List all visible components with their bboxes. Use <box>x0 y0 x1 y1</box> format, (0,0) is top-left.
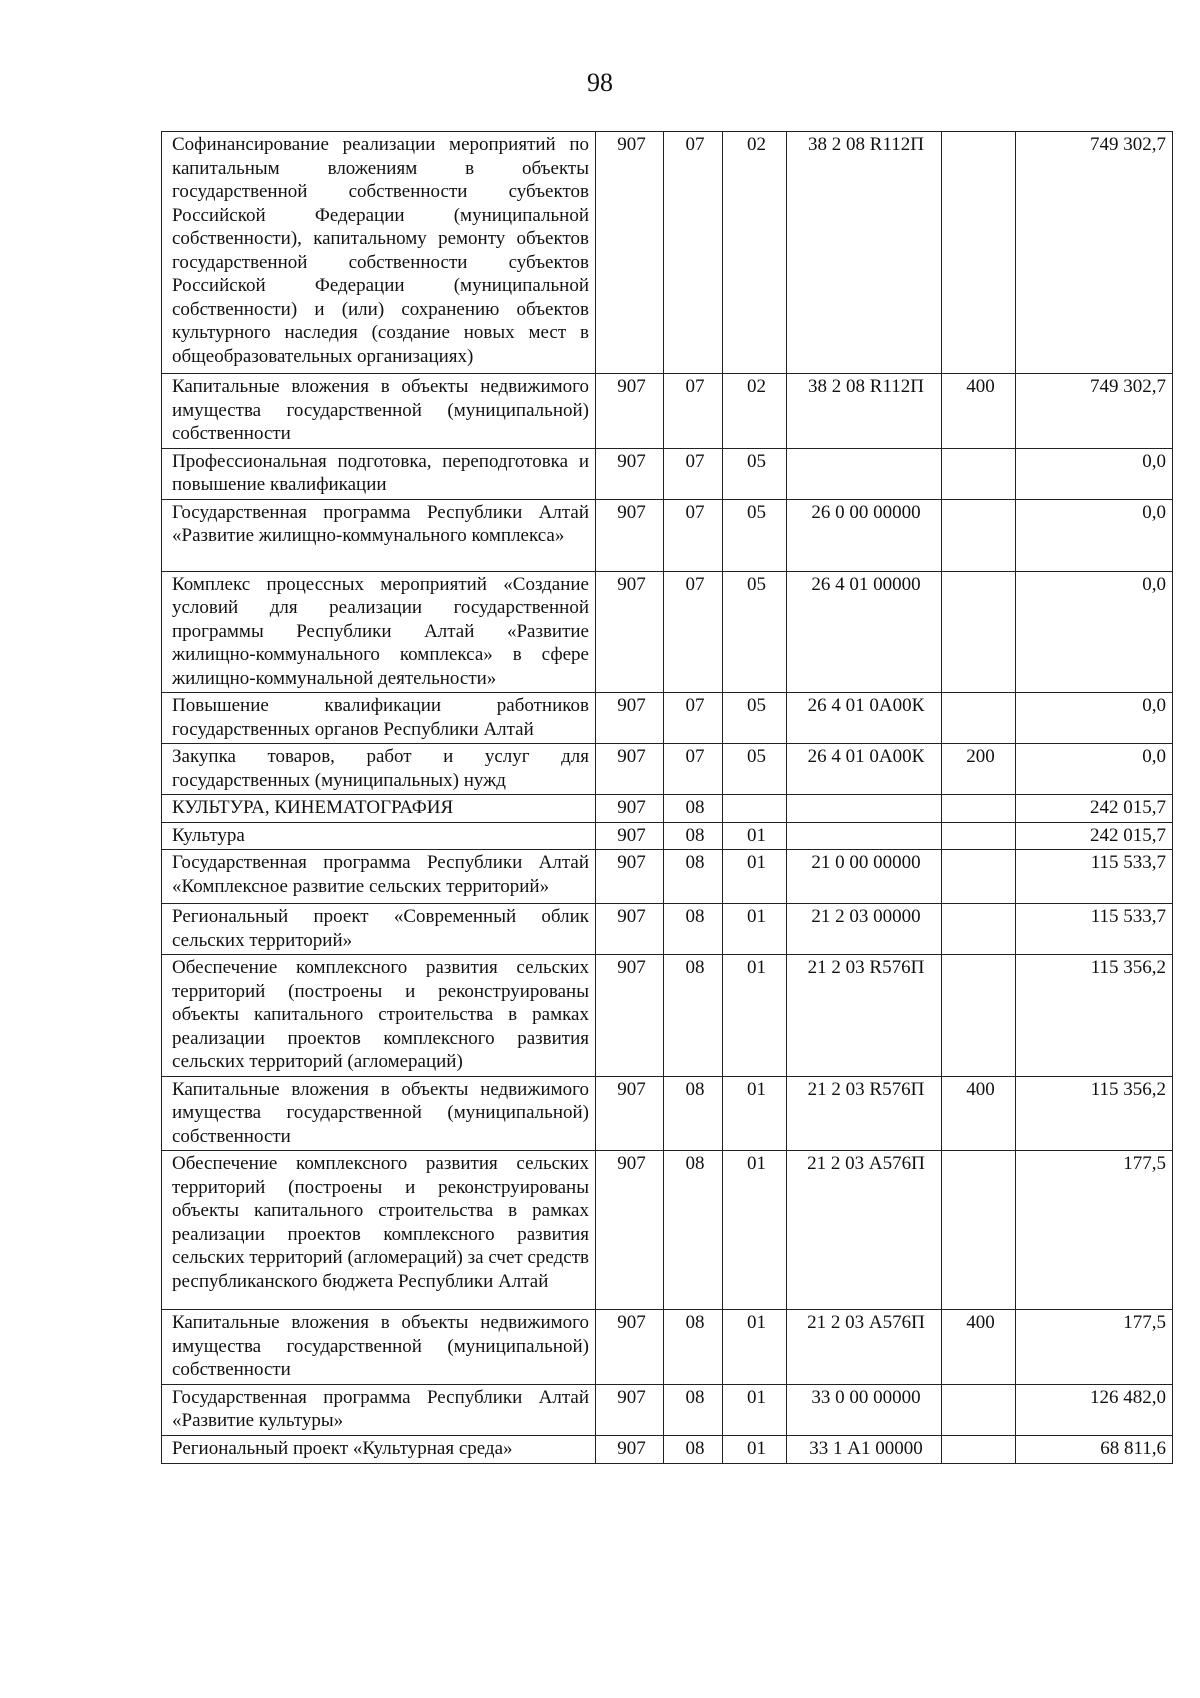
row-name-cell: Комплекс процессных мероприятий «Создание условий для реализации государственной программы Республики Алтай «Развитие жилищно-коммунального комплекса» в сфере жилищно-коммунальной деятельности» <box>162 571 596 693</box>
row-target-article-cell <box>787 795 942 823</box>
row-expense-type-cell: 200 <box>942 744 1016 795</box>
row-subsection-code-cell: 01 <box>723 1310 787 1385</box>
row-expense-type-cell <box>942 1435 1016 1463</box>
page-number: 98 <box>587 68 613 97</box>
row-amount-cell: 0,0 <box>1016 571 1173 693</box>
row-target-article-cell: 33 0 00 00000 <box>787 1384 942 1435</box>
row-expense-type-cell <box>942 571 1016 693</box>
row-expense-type-cell <box>942 904 1016 955</box>
row-section-code-cell: 07 <box>664 499 723 571</box>
row-name-cell: Повышение квалификации работников государственных органов Республики Алтай <box>162 693 596 744</box>
row-section-code-cell: 08 <box>664 1384 723 1435</box>
row-ministry-code-cell: 907 <box>596 374 664 449</box>
row-subsection-code-cell: 01 <box>723 822 787 850</box>
row-name-cell: Обеспечение комплексного развития сельских территорий (построены и реконструированы объекты капитального строительства в рамках реализации проектов комплексного развития сельских территорий (агломераций) <box>162 955 596 1077</box>
row-ministry-code-cell: 907 <box>596 904 664 955</box>
row-expense-type-cell <box>942 822 1016 850</box>
row-ministry-code-cell: 907 <box>596 1151 664 1310</box>
row-amount-cell: 68 811,6 <box>1016 1435 1173 1463</box>
row-ministry-code-cell: 907 <box>596 1435 664 1463</box>
row-name-cell: Государственная программа Республики Алтай «Развитие культуры» <box>162 1384 596 1435</box>
table-row <box>162 448 1173 499</box>
row-section-code-cell: 07 <box>664 571 723 693</box>
row-subsection-code-cell: 05 <box>723 448 787 499</box>
row-subsection-code-cell: 02 <box>723 132 787 374</box>
row-target-article-cell: 21 2 03 R576П <box>787 955 942 1077</box>
row-expense-type-cell <box>942 795 1016 823</box>
row-section-code-cell: 08 <box>664 1151 723 1310</box>
row-name-cell: Обеспечение комплексного развития сельских территорий (построены и реконструированы объекты капитального строительства в рамках реализации проектов комплексного развития сельских территорий (агломераций) за счет средств республиканского бюджета Республики Алтай <box>162 1151 596 1310</box>
row-expense-type-cell <box>942 1384 1016 1435</box>
row-ministry-code-cell: 907 <box>596 1310 664 1385</box>
row-target-article-cell: 38 2 08 R112П <box>787 132 942 374</box>
table-row <box>162 571 1173 693</box>
table-row <box>162 795 1173 823</box>
row-expense-type-cell <box>942 1151 1016 1310</box>
row-subsection-code-cell: 01 <box>723 850 787 904</box>
row-subsection-code-cell: 05 <box>723 744 787 795</box>
row-ministry-code-cell: 907 <box>596 499 664 571</box>
row-section-code-cell: 07 <box>664 744 723 795</box>
row-section-code-cell: 07 <box>664 132 723 374</box>
table-row <box>162 1151 1173 1310</box>
row-ministry-code-cell: 907 <box>596 132 664 374</box>
row-name-cell: Региональный проект «Культурная среда» <box>162 1435 596 1463</box>
row-amount-cell: 177,5 <box>1016 1310 1173 1385</box>
row-subsection-code-cell: 01 <box>723 904 787 955</box>
row-section-code-cell: 08 <box>664 1076 723 1151</box>
row-amount-cell: 126 482,0 <box>1016 1384 1173 1435</box>
row-target-article-cell: 21 2 03 R576П <box>787 1076 942 1151</box>
table-row <box>162 1435 1173 1463</box>
row-ministry-code-cell: 907 <box>596 448 664 499</box>
table-row <box>162 499 1173 571</box>
row-target-article-cell <box>787 822 942 850</box>
row-expense-type-cell: 400 <box>942 1310 1016 1385</box>
row-target-article-cell: 26 0 00 00000 <box>787 499 942 571</box>
row-amount-cell: 115 533,7 <box>1016 850 1173 904</box>
row-section-code-cell: 08 <box>664 1310 723 1385</box>
row-name-cell: Профессиональная подготовка, переподготовка и повышение квалификации <box>162 448 596 499</box>
table-row <box>162 693 1173 744</box>
row-subsection-code-cell: 02 <box>723 374 787 449</box>
table-row <box>162 822 1173 850</box>
row-subsection-code-cell: 05 <box>723 693 787 744</box>
row-target-article-cell: 26 4 01 0А00К <box>787 693 942 744</box>
row-expense-type-cell <box>942 955 1016 1077</box>
row-amount-cell: 242 015,7 <box>1016 822 1173 850</box>
row-name-cell: КУЛЬТУРА, КИНЕМАТОГРАФИЯ <box>162 795 596 823</box>
table-row <box>162 955 1173 1077</box>
row-ministry-code-cell: 907 <box>596 795 664 823</box>
row-expense-type-cell <box>942 132 1016 374</box>
row-name-cell: Капитальные вложения в объекты недвижимого имущества государственной (муниципальной) собственности <box>162 1310 596 1385</box>
row-amount-cell: 115 533,7 <box>1016 904 1173 955</box>
row-subsection-code-cell: 05 <box>723 571 787 693</box>
row-subsection-code-cell <box>723 795 787 823</box>
row-ministry-code-cell: 907 <box>596 955 664 1077</box>
table-row <box>162 744 1173 795</box>
row-target-article-cell: 21 0 00 00000 <box>787 850 942 904</box>
row-name-cell: Региональный проект «Современный облик сельских территорий» <box>162 904 596 955</box>
budget-table-body <box>162 132 1173 1464</box>
table-row <box>162 850 1173 904</box>
row-section-code-cell: 08 <box>664 850 723 904</box>
row-amount-cell: 0,0 <box>1016 499 1173 571</box>
row-name-cell: Софинансирование реализации мероприятий по капитальным вложениям в объекты государственной собственности субъектов Российской Федерации (муниципальной собственности), капитальному ремонту объектов государственной собственности субъектов Российской Федерации (муниципальной собственности) и (или) сохранению объектов культурного наследия (создание новых мест в общеобразовательных организациях) <box>162 132 596 374</box>
row-target-article-cell: 26 4 01 0А00К <box>787 744 942 795</box>
row-ministry-code-cell: 907 <box>596 1384 664 1435</box>
row-subsection-code-cell: 01 <box>723 1076 787 1151</box>
row-name-cell: Культура <box>162 822 596 850</box>
row-amount-cell: 0,0 <box>1016 744 1173 795</box>
row-expense-type-cell <box>942 850 1016 904</box>
table-row <box>162 1384 1173 1435</box>
row-expense-type-cell <box>942 448 1016 499</box>
row-section-code-cell: 08 <box>664 822 723 850</box>
row-section-code-cell: 08 <box>664 904 723 955</box>
row-subsection-code-cell: 01 <box>723 1151 787 1310</box>
row-target-article-cell: 26 4 01 00000 <box>787 571 942 693</box>
row-section-code-cell: 08 <box>664 1435 723 1463</box>
row-expense-type-cell <box>942 693 1016 744</box>
table-row <box>162 1310 1173 1385</box>
table-row <box>162 1076 1173 1151</box>
row-name-cell: Государственная программа Республики Алтай «Комплексное развитие сельских территорий» <box>162 850 596 904</box>
row-subsection-code-cell: 01 <box>723 955 787 1077</box>
row-target-article-cell <box>787 448 942 499</box>
row-name-cell: Капитальные вложения в объекты недвижимого имущества государственной (муниципальной) собственности <box>162 1076 596 1151</box>
row-subsection-code-cell: 01 <box>723 1384 787 1435</box>
row-target-article-cell: 21 2 03 А576П <box>787 1310 942 1385</box>
row-ministry-code-cell: 907 <box>596 571 664 693</box>
table-row <box>162 132 1173 374</box>
row-target-article-cell: 33 1 А1 00000 <box>787 1435 942 1463</box>
row-ministry-code-cell: 907 <box>596 1076 664 1151</box>
row-target-article-cell: 38 2 08 R112П <box>787 374 942 449</box>
row-amount-cell: 242 015,7 <box>1016 795 1173 823</box>
row-ministry-code-cell: 907 <box>596 822 664 850</box>
table-row <box>162 374 1173 449</box>
row-section-code-cell: 07 <box>664 693 723 744</box>
row-subsection-code-cell: 05 <box>723 499 787 571</box>
row-name-cell: Закупка товаров, работ и услуг для государственных (муниципальных) нужд <box>162 744 596 795</box>
row-amount-cell: 115 356,2 <box>1016 955 1173 1077</box>
row-amount-cell: 0,0 <box>1016 448 1173 499</box>
row-section-code-cell: 07 <box>664 374 723 449</box>
row-section-code-cell: 08 <box>664 795 723 823</box>
row-expense-type-cell: 400 <box>942 374 1016 449</box>
row-amount-cell: 177,5 <box>1016 1151 1173 1310</box>
row-target-article-cell: 21 2 03 А576П <box>787 1151 942 1310</box>
row-ministry-code-cell: 907 <box>596 744 664 795</box>
row-amount-cell: 749 302,7 <box>1016 132 1173 374</box>
row-amount-cell: 0,0 <box>1016 693 1173 744</box>
row-ministry-code-cell: 907 <box>596 850 664 904</box>
row-amount-cell: 115 356,2 <box>1016 1076 1173 1151</box>
row-ministry-code-cell: 907 <box>596 693 664 744</box>
table-row <box>162 904 1173 955</box>
row-amount-cell: 749 302,7 <box>1016 374 1173 449</box>
row-name-cell: Капитальные вложения в объекты недвижимого имущества государственной (муниципальной) собственности <box>162 374 596 449</box>
budget-table <box>161 131 1173 1464</box>
row-expense-type-cell <box>942 499 1016 571</box>
row-section-code-cell: 08 <box>664 955 723 1077</box>
row-subsection-code-cell: 01 <box>723 1435 787 1463</box>
row-name-cell: Государственная программа Республики Алтай «Развитие жилищно-коммунального комплекса» <box>162 499 596 571</box>
row-section-code-cell: 07 <box>664 448 723 499</box>
row-expense-type-cell: 400 <box>942 1076 1016 1151</box>
row-target-article-cell: 21 2 03 00000 <box>787 904 942 955</box>
